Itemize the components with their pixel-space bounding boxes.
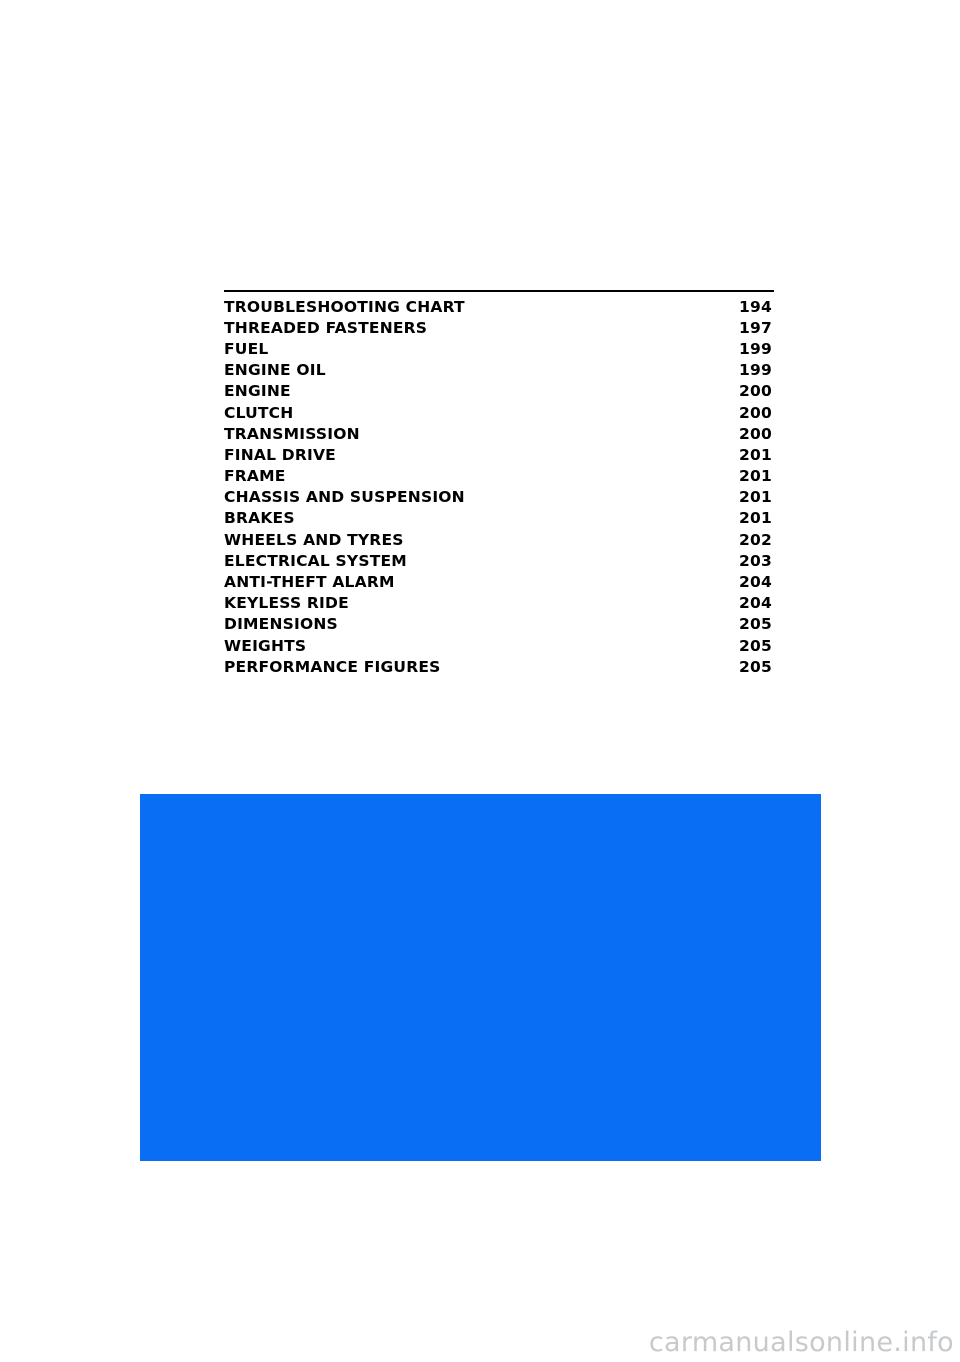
toc-entry-page: 201 <box>739 509 772 528</box>
toc-entry-title: KEYLESS RIDE <box>224 594 349 613</box>
toc-entry-page: 199 <box>739 361 772 380</box>
toc-entry-dimensions[interactable] <box>224 614 774 635</box>
toc-entry-title: ANTI-THEFT ALARM <box>224 573 395 592</box>
toc-entry-threaded-fasteners[interactable] <box>224 317 774 338</box>
toc-entry-page: 197 <box>739 318 772 337</box>
toc-entry-title: FINAL DRIVE <box>224 445 336 464</box>
toc-entry-title: TROUBLESHOOTING CHART <box>224 297 465 316</box>
toc-entry-page: 204 <box>739 573 772 592</box>
toc-entry-title: WEIGHTS <box>224 636 307 655</box>
toc-entry-title: CHASSIS AND SUSPENSION <box>224 488 465 507</box>
toc-entry-troubleshooting-chart[interactable] <box>224 296 774 317</box>
toc-entry-weights[interactable] <box>224 635 774 656</box>
toc-entry-wheels-and-tyres[interactable] <box>224 529 774 550</box>
toc-entry-transmission[interactable] <box>224 423 774 444</box>
toc-entry-page: 200 <box>739 382 772 401</box>
toc-entry-page: 199 <box>739 339 772 358</box>
toc-entry-page: 201 <box>739 445 772 464</box>
toc-entry-page: 203 <box>739 551 772 570</box>
toc-entry-chassis-and-suspension[interactable] <box>224 487 774 508</box>
toc-entry-page: 201 <box>739 467 772 486</box>
toc-entry-title: ELECTRICAL SYSTEM <box>224 551 407 570</box>
toc-entry-clutch[interactable] <box>224 402 774 423</box>
watermark-text: carmanualsonline.info <box>648 1327 954 1358</box>
toc-entry-page: 205 <box>739 615 772 634</box>
toc-entry-frame[interactable] <box>224 466 774 487</box>
toc-entry-page: 194 <box>739 297 772 316</box>
toc-entry-page: 205 <box>739 636 772 655</box>
toc-entry-engine-oil[interactable] <box>224 360 774 381</box>
toc-entry-final-drive[interactable] <box>224 444 774 465</box>
toc-entry-keyless-ride[interactable] <box>224 593 774 614</box>
toc-entry-title: ENGINE OIL <box>224 361 326 380</box>
toc-entry-performance-figures[interactable] <box>224 656 774 677</box>
toc-entry-title: PERFORMANCE FIGURES <box>224 657 441 676</box>
toc-entry-title: ENGINE <box>224 382 291 401</box>
toc-entry-title: TRANSMISSION <box>224 424 360 443</box>
toc-entry-fuel[interactable] <box>224 338 774 359</box>
toc-entry-page: 200 <box>739 424 772 443</box>
toc-entry-page: 205 <box>739 657 772 676</box>
toc-entry-page: 202 <box>739 530 772 549</box>
toc-entry-title: THREADED FASTENERS <box>224 318 428 337</box>
toc-entry-engine[interactable] <box>224 381 774 402</box>
toc-entry-electrical-system[interactable] <box>224 550 774 571</box>
toc-entry-title: DIMENSIONS <box>224 615 338 634</box>
blue-color-block <box>140 794 821 1161</box>
toc-entry-title: BRAKES <box>224 509 295 528</box>
toc-entry-title: CLUTCH <box>224 403 294 422</box>
toc-entry-page: 200 <box>739 403 772 422</box>
toc-entry-title: FUEL <box>224 339 269 358</box>
table-of-contents <box>224 290 774 677</box>
toc-entry-page: 204 <box>739 594 772 613</box>
toc-entry-title: FRAME <box>224 467 286 486</box>
toc-entry-brakes[interactable] <box>224 508 774 529</box>
toc-entry-anti-theft-alarm[interactable] <box>224 571 774 592</box>
toc-entry-page: 201 <box>739 488 772 507</box>
toc-entry-title: WHEELS AND TYRES <box>224 530 404 549</box>
